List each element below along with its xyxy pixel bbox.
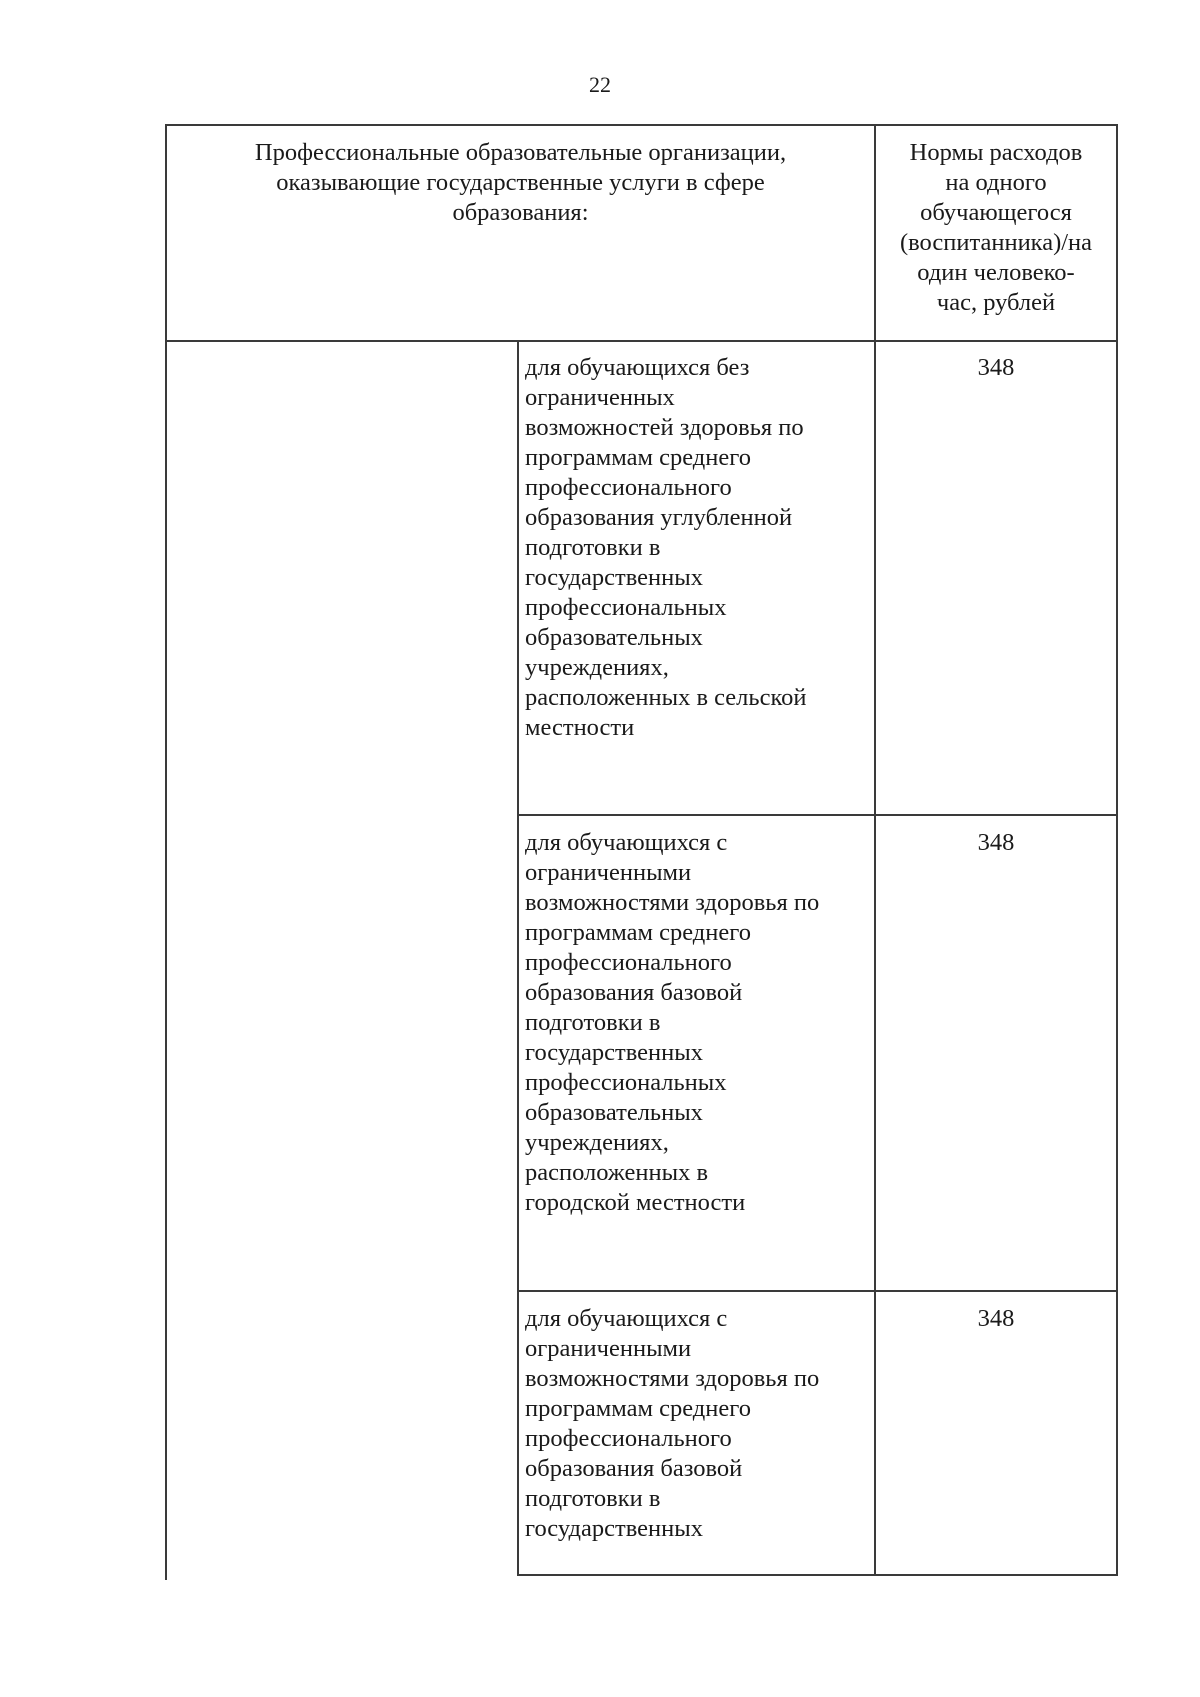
header-norms: Нормы расходов на одного обучающегося (воспитанника)/на один человеко- час, рублей: [899, 139, 1093, 316]
row-value: 348: [977, 354, 1015, 381]
table-top-border: [165, 124, 1118, 126]
row-description: для обучающихся без ограниченных возможностей здоровья по программам среднего профессионального образования углубленной подготовки в государственных профессиональных образовательных учреждениях, расположенных в сельской местности: [525, 354, 807, 741]
table-left-border: [165, 124, 167, 1580]
table-header-bottom-border: [165, 340, 1118, 342]
page-number: 22: [589, 72, 611, 97]
table-right-border: [1116, 124, 1118, 1576]
row-description: для обучающихся с ограниченными возможностями здоровья по программам среднего профессионального образования базовой подготовки в государственных профессиональных образовательных учреждениях, расположенных в городской местности: [525, 829, 820, 1216]
column-divider-description: [517, 340, 519, 1576]
row-value: 348: [977, 1305, 1015, 1332]
row-separator-2: [517, 1290, 1118, 1292]
row-separator-1: [517, 814, 1118, 816]
row-value: 348: [977, 829, 1015, 856]
row-separator-3: [517, 1574, 1118, 1576]
header-organization: Профессиональные образовательные организации, оказывающие государственные услуги в сфере образования:: [254, 139, 787, 226]
row-description: для обучающихся с ограниченными возможностями здоровья по программам среднего профессионального образования базовой подготовки в государственных: [525, 1305, 820, 1542]
